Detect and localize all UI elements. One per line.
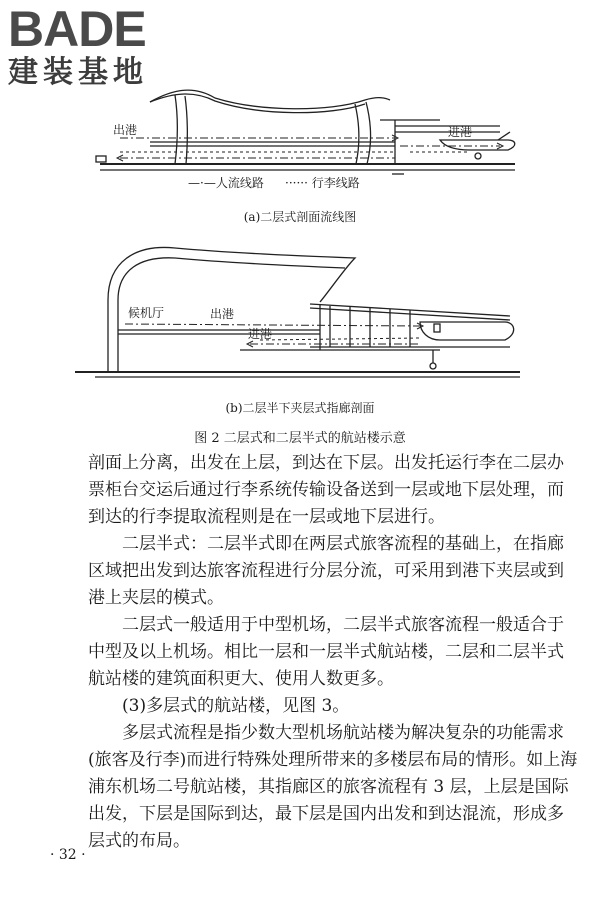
fig-a-legend-baggage: ······ 行李线路 [285, 176, 360, 190]
paragraph-3: 二层式一般适用于中型机场，二层半式旅客流程一般适合于中型及以上机场。相比一层和一层半式航站楼，二层和二层半式航站楼的建筑面积更大、使用人数更多。 [88, 615, 564, 689]
fig-a-arrival-label: 进港 [448, 125, 473, 139]
figure-a-caption: (a)二层式剖面流线图 [243, 210, 357, 224]
fig-b-hall-label: 候机厅 [128, 306, 165, 320]
paragraph-2: 二层半式：二层半式即在两层式旅客流程的基础上，在指廊区域把出发到达旅客流程进行分层分流，可采用到港下夹层或到港上夹层的模式。 [88, 534, 564, 608]
paragraph-1: 剖面上分离，出发在上层，到达在下层。出发托运行李在二层办票柜台交运后通过行李系统传输设备送到一层或地下层处理，而到达的行李提取流程则是在一层或地下层进行。 [88, 453, 564, 527]
figure-title: 图 2 二层式和二层半式的航站楼示意 [194, 431, 406, 446]
fig-b-departure-label: 出港 [210, 307, 235, 321]
fig-a-departure-label: 出港 [113, 123, 138, 137]
paragraph-5: 多层式流程是指少数大型机场航站楼为解决复杂的功能需求(旅客及行李)而进行特殊处理所带来的多楼层布局的情形。如上海浦东机场二号航站楼，其指廊区的旅客流程有 3 层，上层是国际出发，下层是国际到达，最下层是国内出发和到达混流，形成多层式的布局。 [88, 723, 578, 851]
page-number: · 32 · [50, 847, 86, 863]
fig-a-legend-passenger: —·—人流线路 [188, 176, 264, 190]
body-text [88, 450, 578, 855]
figure-b-caption: (b)二层半下夹层式指廊剖面 [225, 401, 375, 415]
fig-b-arrival-label: 进港 [248, 327, 273, 341]
logo-subtitle: 建装基地 [8, 55, 148, 90]
paragraph-4: (3)多层式的航站楼，见图 3。 [122, 696, 350, 716]
logo-brand-text: BADE [8, 1, 146, 57]
